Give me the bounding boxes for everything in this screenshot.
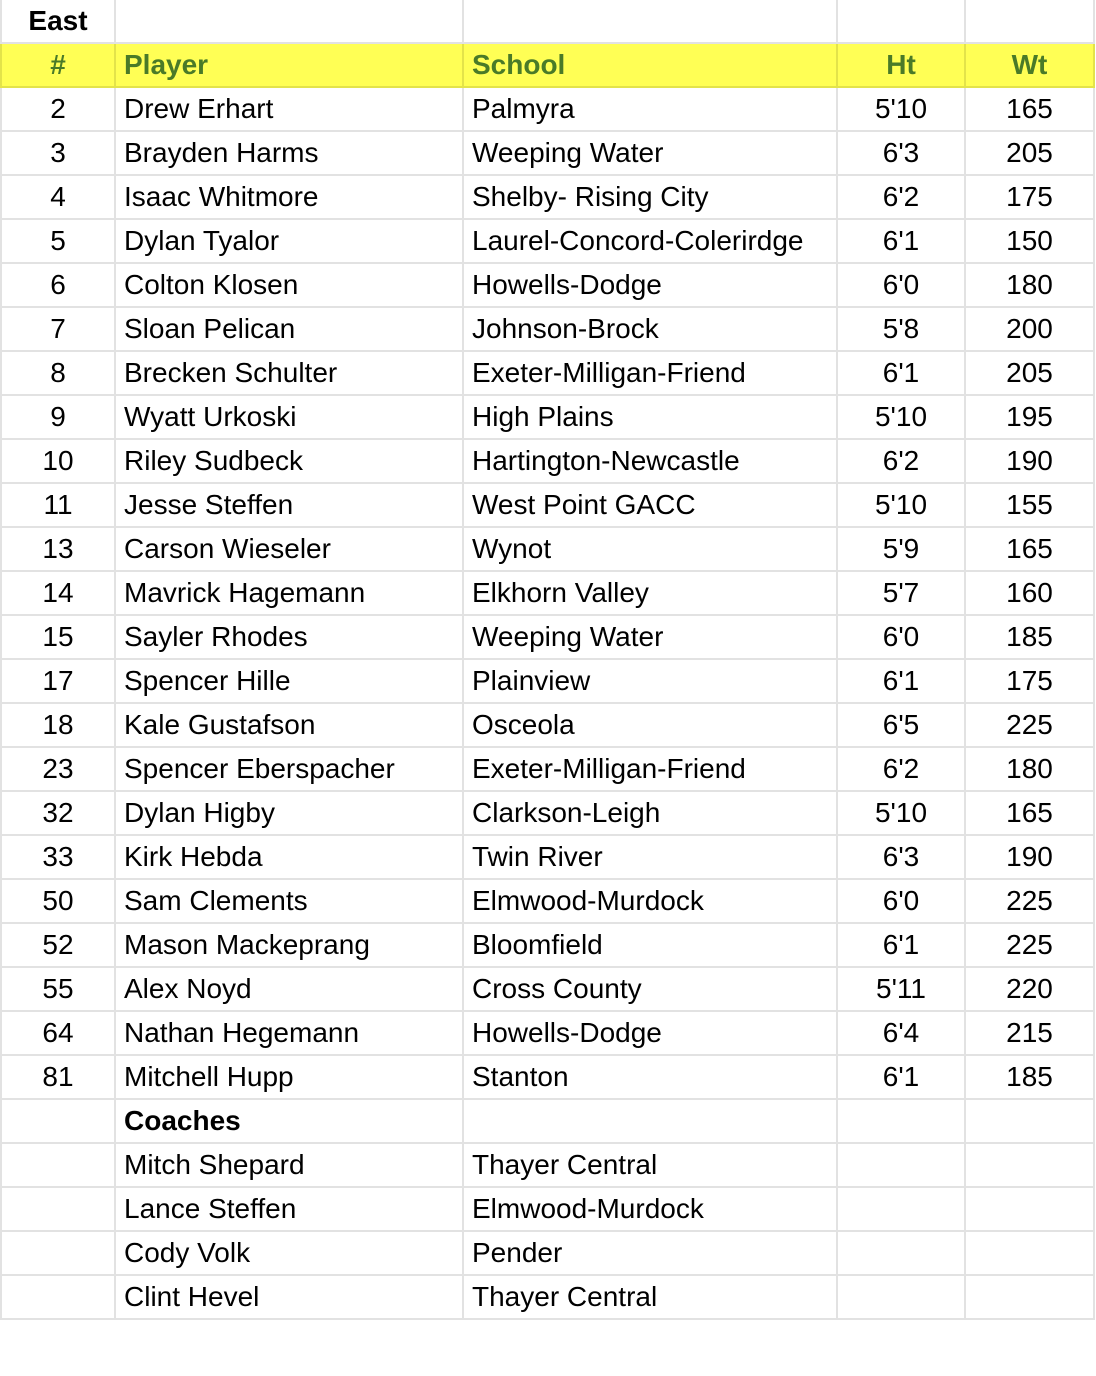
player-number-cell[interactable]: 64	[1, 1011, 115, 1055]
player-weight-cell[interactable]: 220	[965, 967, 1094, 1011]
coach-school-cell[interactable]: Thayer Central	[463, 1143, 837, 1187]
player-number-cell[interactable]: 5	[1, 219, 115, 263]
player-school-cell[interactable]: Clarkson-Leigh	[463, 791, 837, 835]
empty-cell[interactable]	[837, 1099, 965, 1143]
coach-name-cell[interactable]: Cody Volk	[115, 1231, 463, 1275]
player-weight-cell[interactable]: 215	[965, 1011, 1094, 1055]
player-number-cell[interactable]: 9	[1, 395, 115, 439]
player-number-cell[interactable]: 8	[1, 351, 115, 395]
player-school-cell[interactable]: Exeter-Milligan-Friend	[463, 351, 837, 395]
player-weight-cell[interactable]: 185	[965, 615, 1094, 659]
player-height-cell[interactable]: 6'4	[837, 1011, 965, 1055]
player-number-cell[interactable]: 13	[1, 527, 115, 571]
player-height-cell[interactable]: 5'10	[837, 87, 965, 131]
player-height-cell[interactable]: 6'1	[837, 351, 965, 395]
player-height-cell[interactable]: 6'0	[837, 879, 965, 923]
player-height-cell[interactable]: 5'10	[837, 791, 965, 835]
player-number-cell[interactable]: 33	[1, 835, 115, 879]
player-number-cell[interactable]: 4	[1, 175, 115, 219]
player-height-cell[interactable]: 6'1	[837, 219, 965, 263]
header-number[interactable]: #	[1, 43, 115, 87]
player-school-cell[interactable]: Wynot	[463, 527, 837, 571]
player-school-cell[interactable]: Bloomfield	[463, 923, 837, 967]
player-number-cell[interactable]: 23	[1, 747, 115, 791]
empty-cell[interactable]	[1, 1275, 115, 1319]
player-school-cell[interactable]: High Plains	[463, 395, 837, 439]
player-weight-cell[interactable]: 160	[965, 571, 1094, 615]
player-row	[1, 923, 1094, 967]
title-row	[1, 0, 1094, 43]
coach-row	[1, 1187, 1094, 1231]
player-name-cell[interactable]: Sayler Rhodes	[115, 615, 463, 659]
player-weight-cell[interactable]: 200	[965, 307, 1094, 351]
player-row	[1, 131, 1094, 175]
player-name-cell[interactable]: Nathan Hegemann	[115, 1011, 463, 1055]
empty-cell[interactable]	[965, 0, 1094, 43]
player-number-cell[interactable]: 7	[1, 307, 115, 351]
player-row	[1, 175, 1094, 219]
player-row	[1, 615, 1094, 659]
empty-cell[interactable]	[965, 1099, 1094, 1143]
header-school[interactable]: School	[463, 43, 837, 87]
player-school-cell[interactable]: Weeping Water	[463, 615, 837, 659]
player-height-cell[interactable]: 6'2	[837, 747, 965, 791]
player-school-cell[interactable]: Elkhorn Valley	[463, 571, 837, 615]
coach-name-cell[interactable]: Clint Hevel	[115, 1275, 463, 1319]
player-height-cell[interactable]: 5'10	[837, 395, 965, 439]
player-name-cell[interactable]: Jesse Steffen	[115, 483, 463, 527]
player-row	[1, 307, 1094, 351]
player-number-cell[interactable]: 2	[1, 87, 115, 131]
coach-school-cell[interactable]: Pender	[463, 1231, 837, 1275]
player-row	[1, 571, 1094, 615]
player-height-cell[interactable]: 6'0	[837, 263, 965, 307]
player-number-cell[interactable]: 81	[1, 1055, 115, 1099]
player-name-cell[interactable]: Mavrick Hagemann	[115, 571, 463, 615]
player-height-cell[interactable]: 5'7	[837, 571, 965, 615]
empty-cell[interactable]	[837, 0, 965, 43]
coach-name-cell[interactable]: Lance Steffen	[115, 1187, 463, 1231]
player-number-cell[interactable]: 6	[1, 263, 115, 307]
player-school-cell[interactable]: Twin River	[463, 835, 837, 879]
empty-cell[interactable]	[837, 1143, 965, 1187]
player-height-cell[interactable]: 6'1	[837, 659, 965, 703]
player-school-cell[interactable]: Johnson-Brock	[463, 307, 837, 351]
player-name-cell[interactable]: Brayden Harms	[115, 131, 463, 175]
player-weight-cell[interactable]: 175	[965, 175, 1094, 219]
player-height-cell[interactable]: 6'0	[837, 615, 965, 659]
player-height-cell[interactable]: 5'11	[837, 967, 965, 1011]
player-number-cell[interactable]: 18	[1, 703, 115, 747]
coaches-label-cell[interactable]: Coaches	[115, 1099, 463, 1143]
player-height-cell[interactable]: 6'1	[837, 1055, 965, 1099]
player-weight-cell[interactable]: 180	[965, 747, 1094, 791]
player-school-cell[interactable]: Weeping Water	[463, 131, 837, 175]
player-number-cell[interactable]: 14	[1, 571, 115, 615]
player-weight-cell[interactable]: 150	[965, 219, 1094, 263]
player-name-cell[interactable]: Alex Noyd	[115, 967, 463, 1011]
player-weight-cell[interactable]: 225	[965, 923, 1094, 967]
player-number-cell[interactable]: 15	[1, 615, 115, 659]
player-row	[1, 1011, 1094, 1055]
player-school-cell[interactable]: Elmwood-Murdock	[463, 879, 837, 923]
player-school-cell[interactable]: Cross County	[463, 967, 837, 1011]
player-name-cell[interactable]: Colton Klosen	[115, 263, 463, 307]
player-row	[1, 879, 1094, 923]
player-weight-cell[interactable]: 205	[965, 351, 1094, 395]
player-name-cell[interactable]: Sloan Pelican	[115, 307, 463, 351]
player-weight-cell[interactable]: 190	[965, 439, 1094, 483]
player-weight-cell[interactable]: 205	[965, 131, 1094, 175]
player-name-cell[interactable]: Sam Clements	[115, 879, 463, 923]
team-title-cell[interactable]: East	[1, 0, 115, 43]
empty-cell[interactable]	[1, 1231, 115, 1275]
player-school-cell[interactable]: Palmyra	[463, 87, 837, 131]
player-row	[1, 439, 1094, 483]
player-name-cell[interactable]: Kirk Hebda	[115, 835, 463, 879]
player-weight-cell[interactable]: 225	[965, 703, 1094, 747]
player-name-cell[interactable]: Mitchell Hupp	[115, 1055, 463, 1099]
player-weight-cell[interactable]: 180	[965, 263, 1094, 307]
player-weight-cell[interactable]: 165	[965, 87, 1094, 131]
player-number-cell[interactable]: 50	[1, 879, 115, 923]
player-weight-cell[interactable]: 195	[965, 395, 1094, 439]
empty-cell[interactable]	[463, 1099, 837, 1143]
player-number-cell[interactable]: 32	[1, 791, 115, 835]
header-player[interactable]: Player	[115, 43, 463, 87]
player-row	[1, 659, 1094, 703]
player-number-cell[interactable]: 52	[1, 923, 115, 967]
player-row	[1, 527, 1094, 571]
player-school-cell[interactable]: West Point GACC	[463, 483, 837, 527]
empty-cell[interactable]	[965, 1231, 1094, 1275]
player-name-cell[interactable]: Wyatt Urkoski	[115, 395, 463, 439]
player-weight-cell[interactable]: 165	[965, 791, 1094, 835]
player-weight-cell[interactable]: 225	[965, 879, 1094, 923]
coach-name-cell[interactable]: Mitch Shepard	[115, 1143, 463, 1187]
player-height-cell[interactable]: 6'3	[837, 835, 965, 879]
player-name-cell[interactable]: Dylan Tyalor	[115, 219, 463, 263]
player-row	[1, 747, 1094, 791]
player-name-cell[interactable]: Isaac Whitmore	[115, 175, 463, 219]
header-height[interactable]: Ht	[837, 43, 965, 87]
empty-cell[interactable]	[965, 1143, 1094, 1187]
empty-cell[interactable]	[837, 1275, 965, 1319]
player-row	[1, 395, 1094, 439]
empty-cell[interactable]	[1, 1099, 115, 1143]
empty-cell[interactable]	[965, 1275, 1094, 1319]
player-school-cell[interactable]: Shelby- Rising City	[463, 175, 837, 219]
empty-cell[interactable]	[1, 1143, 115, 1187]
player-number-cell[interactable]: 11	[1, 483, 115, 527]
player-height-cell[interactable]: 5'10	[837, 483, 965, 527]
player-height-cell[interactable]: 6'5	[837, 703, 965, 747]
player-name-cell[interactable]: Dylan Higby	[115, 791, 463, 835]
player-name-cell[interactable]: Spencer Hille	[115, 659, 463, 703]
player-height-cell[interactable]: 6'3	[837, 131, 965, 175]
player-school-cell[interactable]: Stanton	[463, 1055, 837, 1099]
player-number-cell[interactable]: 10	[1, 439, 115, 483]
empty-cell[interactable]	[115, 0, 463, 43]
player-row	[1, 219, 1094, 263]
player-number-cell[interactable]: 3	[1, 131, 115, 175]
player-name-cell[interactable]: Riley Sudbeck	[115, 439, 463, 483]
player-name-cell[interactable]: Brecken Schulter	[115, 351, 463, 395]
header-weight[interactable]: Wt	[965, 43, 1094, 87]
player-name-cell[interactable]: Mason Mackeprang	[115, 923, 463, 967]
player-name-cell[interactable]: Carson Wieseler	[115, 527, 463, 571]
coach-row	[1, 1275, 1094, 1319]
coach-row	[1, 1143, 1094, 1187]
player-height-cell[interactable]: 5'8	[837, 307, 965, 351]
player-weight-cell[interactable]: 175	[965, 659, 1094, 703]
player-height-cell[interactable]: 6'2	[837, 439, 965, 483]
player-row	[1, 703, 1094, 747]
coaches-label-row	[1, 1099, 1094, 1143]
player-weight-cell[interactable]: 185	[965, 1055, 1094, 1099]
player-school-cell[interactable]: Hartington-Newcastle	[463, 439, 837, 483]
player-school-cell[interactable]: Howells-Dodge	[463, 263, 837, 307]
player-row	[1, 967, 1094, 1011]
player-row	[1, 835, 1094, 879]
player-row	[1, 1055, 1094, 1099]
player-number-cell[interactable]: 17	[1, 659, 115, 703]
coach-row	[1, 1231, 1094, 1275]
coach-school-cell[interactable]: Thayer Central	[463, 1275, 837, 1319]
player-school-cell[interactable]: Exeter-Milligan-Friend	[463, 747, 837, 791]
empty-cell[interactable]	[1, 1187, 115, 1231]
player-row	[1, 351, 1094, 395]
player-row	[1, 263, 1094, 307]
empty-cell[interactable]	[965, 1187, 1094, 1231]
empty-cell[interactable]	[463, 0, 837, 43]
player-weight-cell[interactable]: 165	[965, 527, 1094, 571]
player-school-cell[interactable]: Plainview	[463, 659, 837, 703]
coach-school-cell[interactable]: Elmwood-Murdock	[463, 1187, 837, 1231]
player-number-cell[interactable]: 55	[1, 967, 115, 1011]
empty-cell[interactable]	[837, 1231, 965, 1275]
player-weight-cell[interactable]: 190	[965, 835, 1094, 879]
empty-cell[interactable]	[837, 1187, 965, 1231]
player-row	[1, 483, 1094, 527]
player-height-cell[interactable]: 6'1	[837, 923, 965, 967]
player-name-cell[interactable]: Drew Erhart	[115, 87, 463, 131]
player-school-cell[interactable]: Howells-Dodge	[463, 1011, 837, 1055]
player-row	[1, 791, 1094, 835]
player-row	[1, 87, 1094, 131]
player-school-cell[interactable]: Laurel-Concord-Colerirdge	[463, 219, 837, 263]
player-height-cell[interactable]: 5'9	[837, 527, 965, 571]
player-school-cell[interactable]: Osceola	[463, 703, 837, 747]
player-height-cell[interactable]: 6'2	[837, 175, 965, 219]
player-weight-cell[interactable]: 155	[965, 483, 1094, 527]
column-header-row	[1, 43, 1094, 87]
player-name-cell[interactable]: Spencer Eberspacher	[115, 747, 463, 791]
player-name-cell[interactable]: Kale Gustafson	[115, 703, 463, 747]
